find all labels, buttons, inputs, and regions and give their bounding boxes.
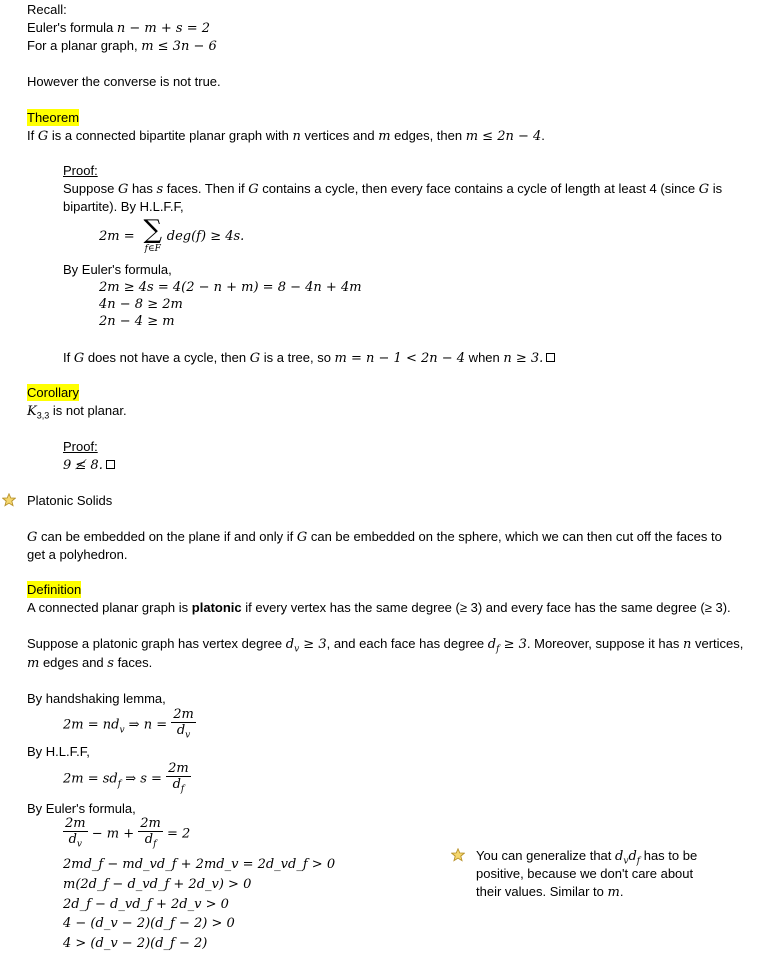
hlff-label: By H.L.F.F, xyxy=(27,744,90,759)
suppose-text: , and each face has degree xyxy=(326,636,488,651)
eq-sub: f xyxy=(153,839,157,850)
eq-mid: ⇒ n = xyxy=(124,717,172,733)
suppose-text: edges and xyxy=(39,655,108,670)
recall-heading: Recall: xyxy=(27,2,67,17)
proof-text: does not have a cycle, then xyxy=(84,350,250,365)
math-K: K xyxy=(27,404,37,419)
math-n: n xyxy=(682,637,692,652)
proof-text: Suppose xyxy=(63,181,118,196)
math-s: s xyxy=(156,182,164,197)
proof-text: is a tree, so xyxy=(260,350,335,365)
math-d: d xyxy=(628,849,637,864)
suppose-text: vertices, xyxy=(691,636,744,651)
math-sub: f xyxy=(636,856,641,867)
definition-text-part: if every vertex has the same degree (≥ 3) and every face has the same degree (≥ 3). xyxy=(241,600,731,615)
suppose-text: Suppose a platonic graph has vertex degree xyxy=(27,636,286,651)
math-m: m xyxy=(27,656,40,671)
proof-text: If xyxy=(63,350,74,365)
definition-text-part: A connected planar graph is xyxy=(27,600,192,615)
definition-text xyxy=(27,599,731,616)
proof-text: has xyxy=(128,181,157,196)
proof-text: is xyxy=(709,181,723,196)
planar-label: For a planar graph, xyxy=(27,38,142,53)
theorem-text: edges, then xyxy=(390,128,466,143)
sum-equation xyxy=(99,216,244,262)
math-G: G xyxy=(698,182,710,197)
embed-text: can be embedded on the plane if and only if xyxy=(37,529,297,544)
theorem-text: vertices and xyxy=(300,128,379,143)
handshake-label: By handshaking lemma, xyxy=(27,691,166,706)
embed-para-line-2: get a polyhedron. xyxy=(27,547,128,562)
proof-label: Proof: xyxy=(63,163,98,178)
fraction xyxy=(63,816,88,853)
theorem-label: Theorem xyxy=(27,110,80,125)
theorem-math-n: n xyxy=(292,129,301,144)
handshake-equation xyxy=(63,707,196,747)
fraction-numerator: 2m xyxy=(65,816,86,831)
eq-mid: ⇒ s = xyxy=(121,771,167,787)
euler2-equation-3: m(2d_f − d_vd_f + 2d_v) > 0 xyxy=(63,877,252,892)
side-note-line-2: positive, because we don't care about xyxy=(476,866,694,881)
corollary-statement xyxy=(27,402,127,425)
fraction-numerator: 2m xyxy=(168,761,189,776)
euler-math: n − m + s = 2 xyxy=(116,21,211,36)
math-G: G xyxy=(117,182,129,197)
theorem-math-m: m xyxy=(378,129,391,144)
star-icon xyxy=(451,848,465,862)
fraction-denominator: d xyxy=(144,832,154,847)
by-euler-label: By Euler's formula, xyxy=(63,262,172,277)
proof-eq-3: 2n − 4 ≥ m xyxy=(99,314,175,329)
math-d: d xyxy=(615,849,624,864)
sum-rhs: deg(f) ≥ 4s. xyxy=(166,229,245,244)
hlff-equation xyxy=(63,761,191,801)
corollary-proof-math: 9 ≰ 8. xyxy=(63,458,103,473)
theorem-bound: m ≤ 2n − 4 xyxy=(465,129,542,144)
theorem-math-G: G xyxy=(37,129,49,144)
proof-line-1 xyxy=(63,180,722,198)
corollary-proof-label: Proof: xyxy=(63,439,98,454)
eq-sub: v xyxy=(119,725,125,736)
eq-sub: f xyxy=(180,784,185,795)
sum-lhs: 2m = xyxy=(99,229,139,244)
math-G: G xyxy=(248,182,259,197)
eq-lhs: 2m = sd xyxy=(63,771,118,787)
star-icon xyxy=(2,493,16,507)
eq-sub: f xyxy=(117,779,122,790)
proof-line-2: bipartite). By H.L.F.F, xyxy=(63,199,184,214)
side-note-text: . xyxy=(619,884,624,899)
tree-case-line xyxy=(63,349,555,367)
sum-symbol: ∑ f∈F xyxy=(139,217,167,257)
math-G: G xyxy=(73,351,85,366)
fraction xyxy=(138,816,163,853)
tree-condition: n ≥ 3. xyxy=(503,351,544,366)
euler2-equation-5: 4 − (d_v − 2)(d_f − 2) > 0 xyxy=(63,916,235,931)
qed-square-icon xyxy=(106,460,115,469)
eq-sub: v xyxy=(76,839,83,850)
embed-text: can be embedded on the sphere, which we can then cut off the faces to xyxy=(307,529,722,544)
suppose-text: faces. xyxy=(113,655,153,670)
fraction xyxy=(171,707,196,744)
eq-mid: − m + xyxy=(87,826,139,842)
math-s: s xyxy=(107,656,114,671)
platonic-heading: Platonic Solids xyxy=(27,493,113,508)
math-ge: ≥ 3 xyxy=(499,637,527,652)
euler2-equation-6: 4 > (d_v − 2)(d_f − 2) xyxy=(63,936,208,951)
proof-text: contains a cycle, then every face contains a cycle of length at least 4 (since xyxy=(258,181,699,196)
euler2-equation-4: 2d_f − d_vd_f + 2d_v > 0 xyxy=(63,897,229,912)
fraction-numerator: 2m xyxy=(140,816,161,831)
math-G: G xyxy=(296,530,308,545)
proof-eq-1: 2m ≥ 4s = 4(2 − n + m) = 8 − 4n + 4m xyxy=(99,280,362,295)
euler2-equation-2: 2md_f − md_vd_f + 2md_v = 2d_vd_f > 0 xyxy=(63,857,336,872)
euler-label: Euler's formula xyxy=(27,20,117,35)
fraction-denominator: d xyxy=(176,723,186,738)
theorem-text: If xyxy=(27,128,38,143)
side-note-line-3 xyxy=(476,883,623,901)
proof-text: when xyxy=(465,350,504,365)
sum-subscript: f∈F xyxy=(144,243,161,254)
math-sub: f xyxy=(496,644,500,655)
corollary-label: Corollary xyxy=(27,385,80,400)
planar-bound-line xyxy=(27,37,217,55)
qed-square-icon xyxy=(546,353,555,362)
math-d: d xyxy=(487,637,497,652)
fraction-numerator: 2m xyxy=(173,707,194,722)
converse-note: However the converse is not true. xyxy=(27,74,221,89)
suppose-para-line-2 xyxy=(27,654,152,672)
math-sub: v xyxy=(623,856,629,867)
math-sub: v xyxy=(294,644,300,655)
side-note-text: You can generalize that xyxy=(476,848,616,863)
eq-sub: v xyxy=(185,730,191,741)
proof-eq-2: 4n − 8 ≥ 2m xyxy=(99,297,183,312)
math-ge: ≥ 3 xyxy=(299,637,327,652)
fraction xyxy=(166,761,191,798)
corollary-proof-line xyxy=(63,456,115,474)
proof-text: faces. Then if xyxy=(163,181,249,196)
embed-para-line-1 xyxy=(27,528,722,546)
side-note-text: has to be xyxy=(640,848,698,863)
math-K-subscript: 3,3 xyxy=(36,410,50,421)
side-note-text: their values. Similar to xyxy=(476,884,608,899)
euler2-label: By Euler's formula, xyxy=(27,801,136,816)
math-d: d xyxy=(285,637,295,652)
math-m: m xyxy=(607,885,620,900)
fraction-denominator: d xyxy=(68,832,77,847)
math-G: G xyxy=(27,530,38,545)
eq-end: = 2 xyxy=(162,826,191,842)
theorem-text: . xyxy=(541,128,545,143)
euler-formula-line xyxy=(27,19,210,37)
eq-lhs: 2m = nd xyxy=(63,717,120,733)
planar-math: m ≤ 3n − 6 xyxy=(141,39,217,54)
definition-label: Definition xyxy=(27,582,82,597)
fraction-denominator: d xyxy=(172,777,181,792)
corollary-text: is not planar. xyxy=(49,403,127,418)
euler2-equation-1 xyxy=(63,816,190,853)
suppose-text: . Moreover, suppose it has xyxy=(526,636,683,651)
math-G: G xyxy=(249,351,261,366)
theorem-text: is a connected bipartite planar graph with xyxy=(48,128,293,143)
theorem-statement xyxy=(27,127,545,145)
definition-term: platonic xyxy=(191,600,242,615)
tree-math: m = n − 1 < 2n − 4 xyxy=(334,351,466,366)
